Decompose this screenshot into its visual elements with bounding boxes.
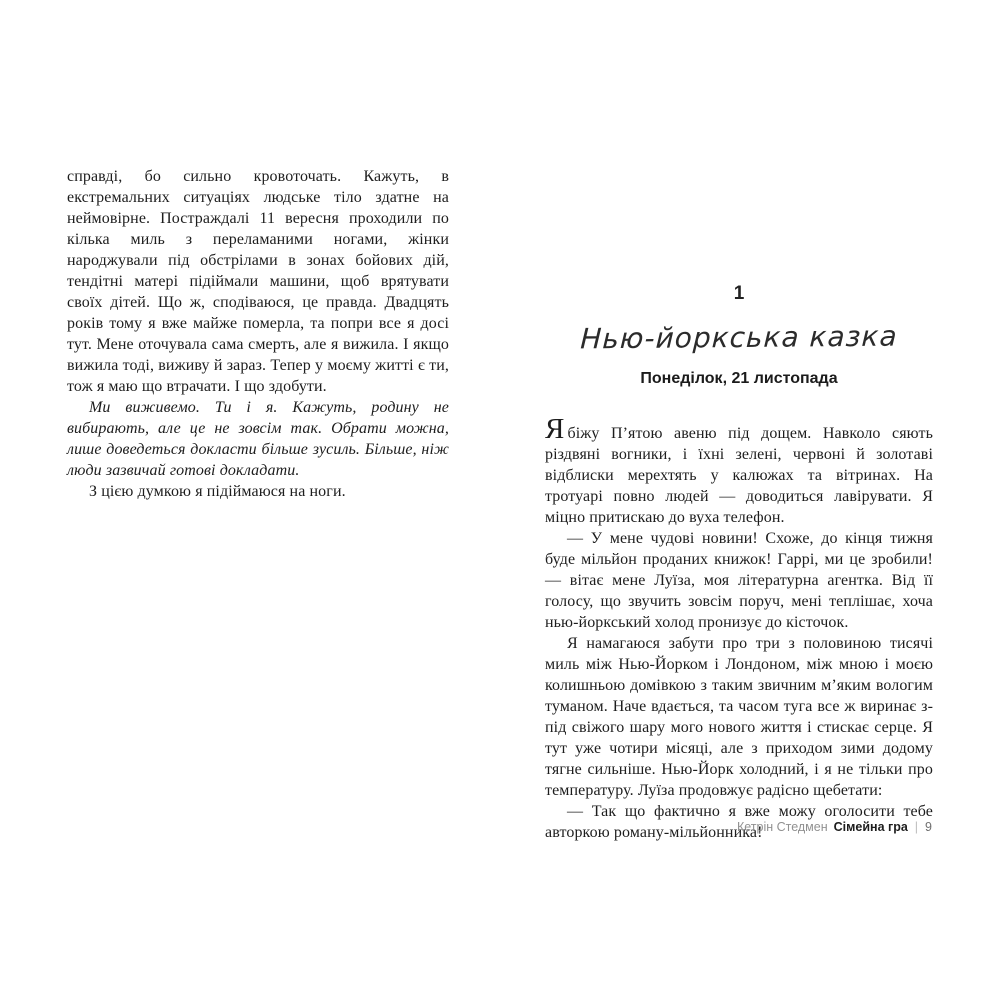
running-footer: [737, 818, 932, 836]
chapter-body: [545, 413, 933, 843]
right-page-paragraph: — У мене чудові новини! Схоже, до кінця тижня буде мільйон проданих книжок! Гаррі, ми це зробили! — вітає мене Луїза, моя літературна агентка. Від її голосу, що звучить зовсім поруч, мені теплішає, хоча нью-йоркський холод пронизує до кісточок.: [545, 530, 933, 631]
right-page-paragraph: — Так що фактично я вже можу оголосити тебе авторкою роману-мільйонника!: [545, 803, 933, 841]
left-page-paragraph: З цією думкою я підіймаюся на ноги.: [89, 483, 346, 500]
left-page: [67, 166, 449, 502]
right-page-paragraph: [545, 413, 933, 528]
left-page-paragraph: справді, бо сильно кровоточать. Кажуть, в екстремальних ситуаціях людське тіло здатне на неймовірне. Постраждалі 11 вересня проходили по кілька миль з переламаними ногами, жінки народжували під обстрілами в зонах бойових дій, тендітні матері підіймали машини, щоб врятувати своїх дітей. Що ж, сподіваюся, це правда. Двадцять років тому я вже майже померла, та попри все я досі тут. Мене оточувала сама смерть, але я вижила. І якщо вижила тоді, виживу й зараз. Тепер у моєму житті є ти, тож я маю що втрачати. І що здобути.: [67, 168, 449, 395]
footer-page-number: 9: [925, 820, 932, 834]
left-page-paragraph-italic: Ми виживемо. Ти і я. Кажуть, родину не вибирають, але це не зовсім так. Обрати можна, лише доведеться докласти більше зусиль. Більше, ніж люди зазвичай готові докладати.: [67, 399, 449, 479]
right-page-paragraph: Я намагаюся забути про три з половиною тисячі миль між Нью-Йорком і Лондоном, між мною і моєю колишньою домівкою з таким звичним м’яким вологим туманом. Наче вдається, та часом туга все ж виринає з-під свіжого шару мого нового життя і стискає серце. Я тут уже чотири місяці, але з приходом зими додому тягне сильніше. Нью-Йорк холодний, і я не тільки про температуру. Луїза продовжує радісно щебетати:: [545, 635, 933, 799]
chapter-title: Нью-йоркська казка: [579, 319, 899, 356]
chapter-date: Понеділок, 21 листопада: [640, 370, 838, 387]
footer-divider: |: [914, 820, 919, 834]
paragraph-text: біжу П’ятою авеню під дощем. Навколо сяють різдвяні вогники, і їхні зелені, червоні й золотаві відблиски мерехтять у калюжах та вітринах. На тротуарі повно людей — доводиться лавірувати. Я міцно притискаю до вуха телефон.: [545, 425, 933, 526]
right-page: [545, 284, 933, 843]
footer-author-name: Кетрін Стедмен: [736, 820, 828, 834]
footer-book-title: Сімейна гра: [833, 820, 908, 834]
chapter-number: 1: [733, 283, 745, 304]
raised-initial-cap: Я: [545, 413, 565, 445]
